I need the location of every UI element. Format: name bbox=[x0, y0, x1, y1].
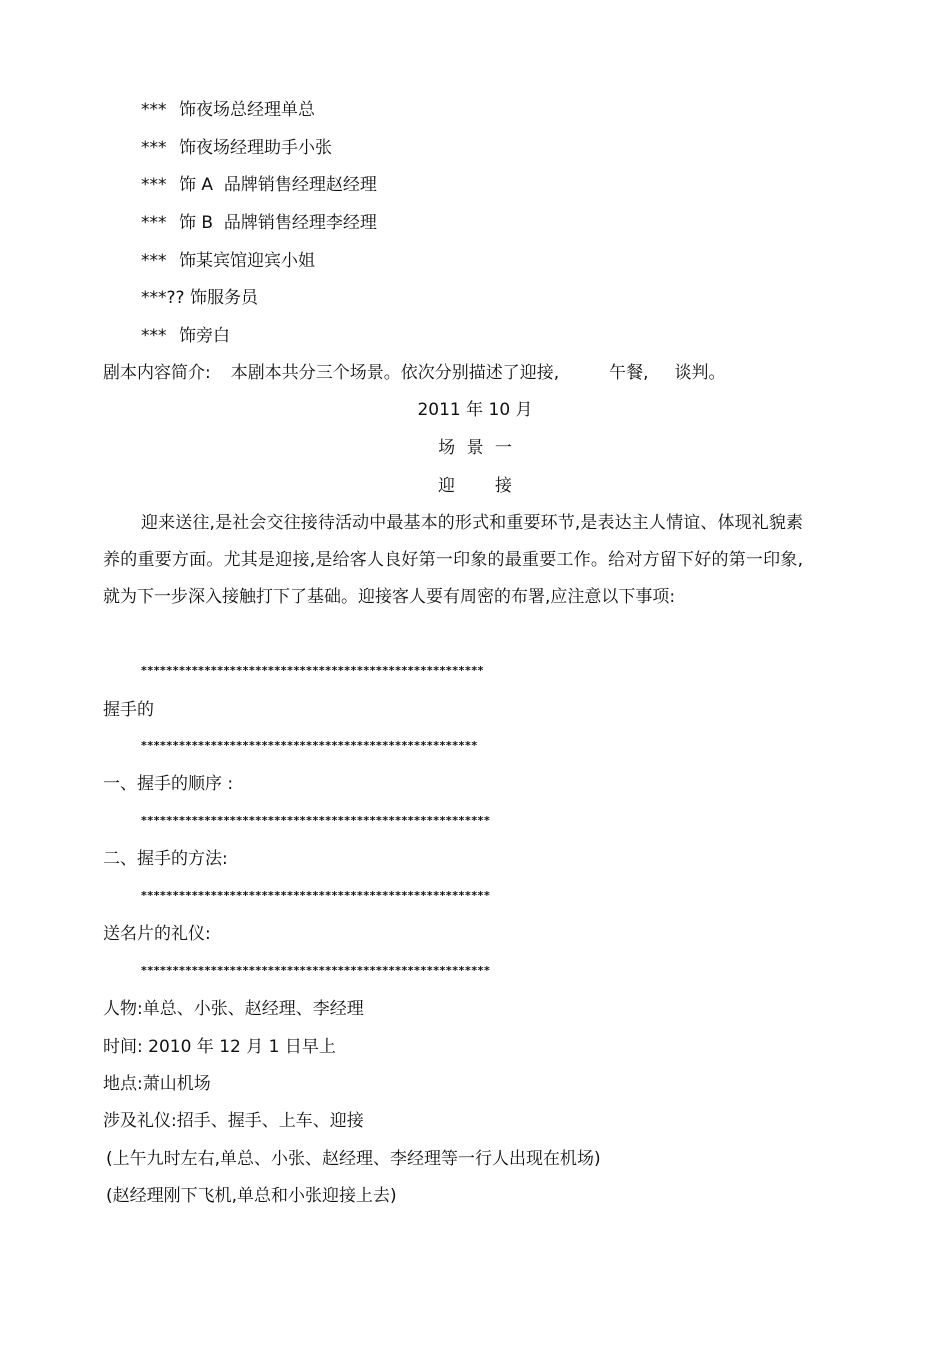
heading-handshake-method: 二、握手的方法: bbox=[103, 849, 228, 869]
separator: ******************************************************* bbox=[141, 814, 491, 827]
cast-stars: ***?? bbox=[141, 288, 185, 308]
separator: ******************************************************* bbox=[141, 964, 491, 977]
heading-business-card: 送名片的礼仪: bbox=[103, 924, 211, 944]
cast-stars: *** bbox=[141, 138, 167, 158]
heading-handshake-order: 一、握手的顺序 : bbox=[103, 774, 234, 794]
cast-stars: *** bbox=[141, 213, 167, 233]
cast-role: 饰夜场总经理单总 bbox=[179, 100, 315, 120]
detail-characters: 人物:单总、小张、赵经理、李经理 bbox=[103, 999, 364, 1019]
cast-item bbox=[141, 325, 230, 347]
heading-handshake: 握手的 bbox=[103, 700, 154, 720]
separator: ***************************************************** bbox=[141, 739, 478, 752]
cast-role: 饰服务员 bbox=[189, 288, 258, 308]
scene-subtitle bbox=[0, 475, 950, 497]
cast-role: 饰某宾馆迎宾小姐 bbox=[179, 251, 315, 271]
cast-role: 饰夜场经理助手小张 bbox=[179, 138, 332, 158]
scene-subtitle-char: 接 bbox=[495, 476, 512, 496]
summary-text: 本剧本共分三个场景。依次分别描述了迎接, bbox=[230, 363, 560, 383]
cast-item bbox=[141, 212, 377, 234]
cast-role: 饰 A 品牌销售经理赵经理 bbox=[179, 175, 377, 195]
cast-item bbox=[141, 174, 377, 196]
cast-stars: *** bbox=[141, 326, 167, 346]
detail-place: 地点:萧山机场 bbox=[103, 1074, 211, 1094]
cast-stars: *** bbox=[141, 175, 167, 195]
summary-line bbox=[103, 362, 726, 384]
cast-role: 饰旁白 bbox=[179, 326, 230, 346]
cast-item bbox=[141, 250, 315, 272]
summary-label: 剧本内容简介: bbox=[103, 363, 211, 383]
detail-etiquette: 涉及礼仪:招手、握手、上车、迎接 bbox=[103, 1111, 364, 1131]
cast-role: 饰 B 品牌销售经理李经理 bbox=[179, 213, 377, 233]
document-date: 2011 年 10 月 bbox=[417, 400, 533, 420]
separator: ******************************************************* bbox=[141, 889, 491, 902]
summary-item-negotiation: 谈判。 bbox=[674, 363, 726, 383]
cast-stars: *** bbox=[141, 251, 167, 271]
cast-item bbox=[141, 99, 315, 121]
summary-item-lunch: 午餐, bbox=[609, 363, 649, 383]
cast-stars: *** bbox=[141, 100, 167, 120]
detail-time: 时间: 2010 年 12 月 1 日早上 bbox=[103, 1037, 336, 1057]
scene-subtitle-char: 迎 bbox=[438, 476, 455, 496]
cast-item bbox=[141, 137, 332, 159]
intro-paragraph: 迎来送往,是社会交往接待活动中最基本的形式和重要环节,是表达主人情谊、体现礼貌素养的重要方面。尤其是迎接,是给客人良好第一印象的最重要工作。给对方留下好的第一印象,就为下一步深入接触打下了基础。迎接客人要有周密的布署,应注意以下事项: bbox=[103, 513, 803, 607]
separator: ****************************************************** bbox=[141, 664, 485, 677]
scene-title: 场 景 一 bbox=[438, 438, 512, 458]
cast-item bbox=[141, 287, 258, 309]
stage-note: (上午九时左右,单总、小张、赵经理、李经理等一行人出现在机场) bbox=[106, 1149, 601, 1169]
stage-note: (赵经理刚下飞机,单总和小张迎接上去) bbox=[106, 1186, 397, 1206]
